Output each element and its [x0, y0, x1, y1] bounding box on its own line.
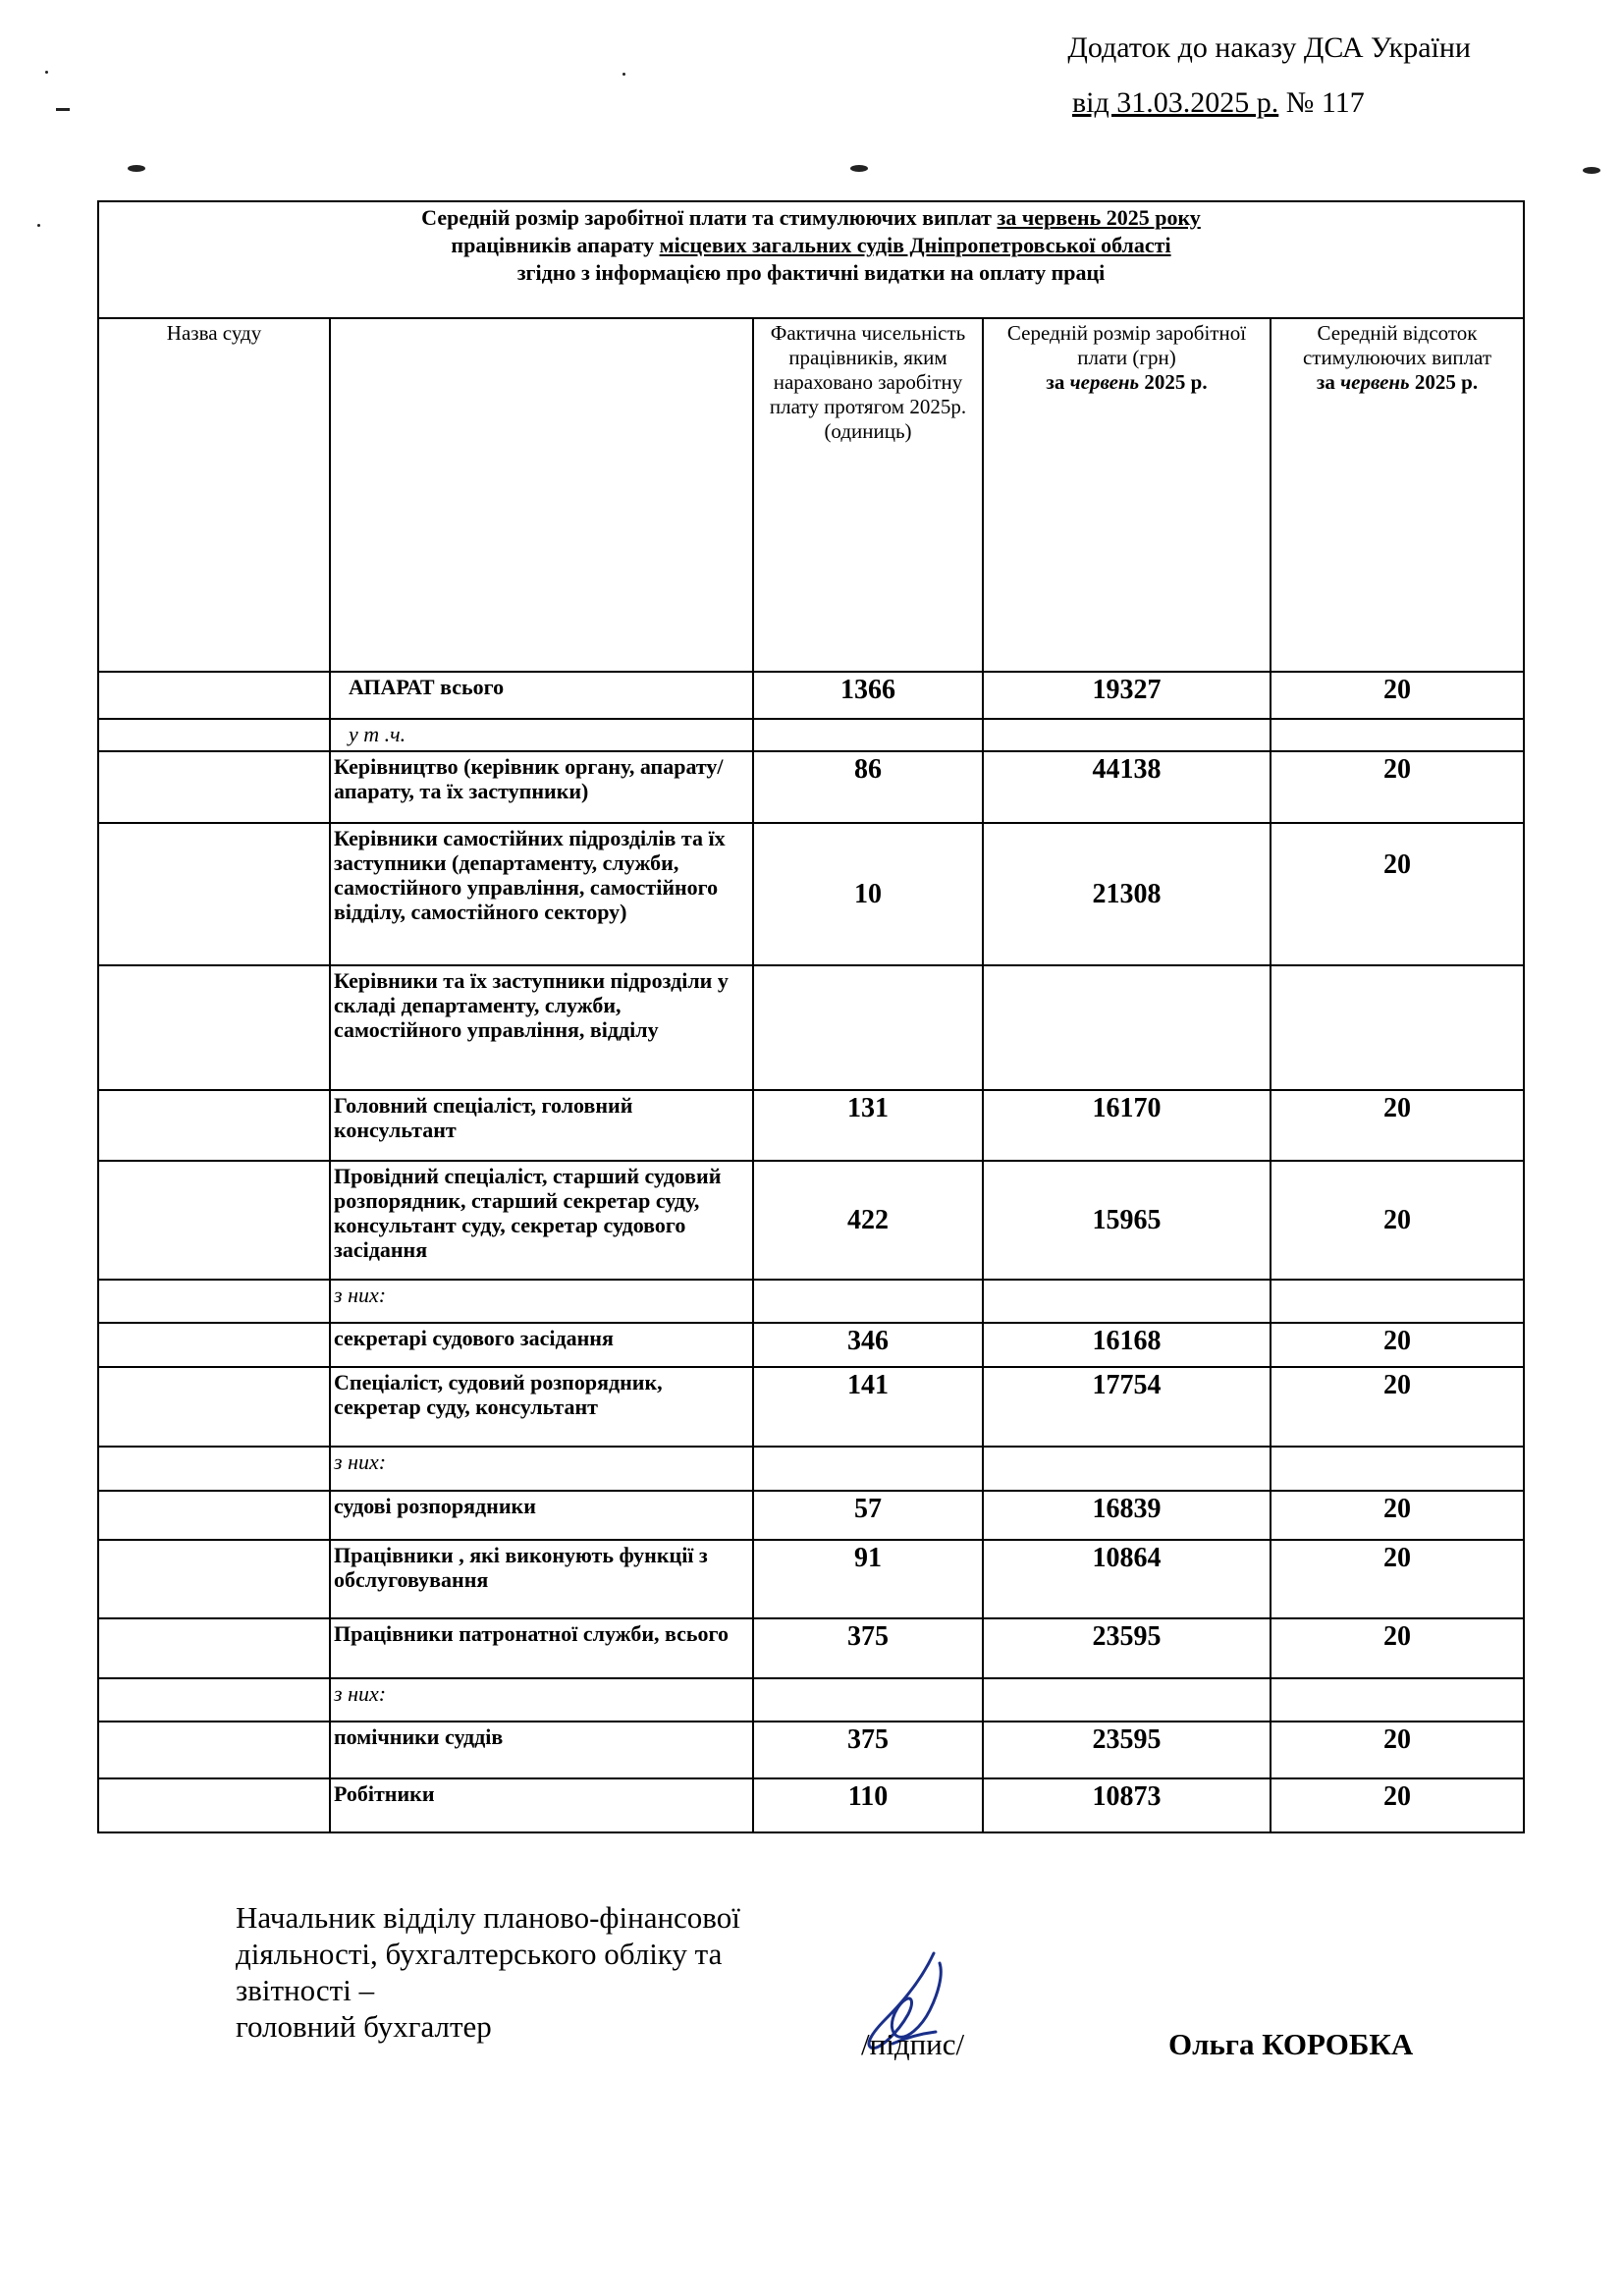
bonus-cell: 20: [1271, 1722, 1524, 1778]
table-row: [98, 965, 1524, 1090]
table-row: [98, 751, 1524, 823]
bonus-cell: 20: [1271, 1323, 1524, 1367]
row-label: з них:: [330, 1280, 753, 1323]
scan-speck: [128, 165, 145, 172]
court-cell: [98, 1778, 330, 1832]
table-row: [98, 719, 1524, 751]
col-header-bonus: Середній відсоток стимулюючих виплат за червень 2025 р.: [1271, 318, 1524, 672]
count-cell: [753, 1678, 983, 1722]
table-row: [98, 823, 1524, 965]
scan-speck: [1583, 167, 1600, 174]
bonus-cell: [1271, 719, 1524, 751]
bonus-cell: 20: [1271, 1367, 1524, 1447]
court-cell: [98, 1491, 330, 1540]
row-label: судові розпорядники: [330, 1491, 753, 1540]
bonus-cell: 20: [1271, 1618, 1524, 1678]
row-label: Керівники самостійних підрозділів та їх заступники (департаменту, служби, самостійного управління, самостійного відділу, самостійного сектору): [330, 823, 753, 965]
bonus-cell: 20: [1271, 823, 1524, 965]
salary-cell: 23595: [983, 1722, 1271, 1778]
table-row: [98, 1447, 1524, 1491]
count-cell: 10: [753, 823, 983, 965]
row-label: Провідний спеціаліст, старший судовий розпорядник, старший секретар суду, консультант суду, секретар судового засідання: [330, 1161, 753, 1280]
row-label: Керівники та їх заступники підрозділи у складі департаменту, служби, самостійного управління, відділу: [330, 965, 753, 1090]
scan-speck: [37, 224, 40, 227]
row-label: Робітники: [330, 1778, 753, 1832]
count-cell: [753, 719, 983, 751]
signer-name: Ольга КОРОБКА: [1168, 2027, 1414, 2061]
col-header-category: [330, 318, 753, 672]
row-label: Працівники , які виконують функції з обслуговування: [330, 1540, 753, 1618]
table-row: [98, 1722, 1524, 1778]
order-date: від 31.03.2025 р.: [1072, 86, 1279, 119]
salary-cell: 16170: [983, 1090, 1271, 1161]
row-label: секретарі судового засідання: [330, 1323, 753, 1367]
court-cell: [98, 1540, 330, 1618]
order-reference: [1072, 86, 1365, 120]
salary-cell: 44138: [983, 751, 1271, 823]
table-row: [98, 1090, 1524, 1161]
count-cell: 422: [753, 1161, 983, 1280]
salary-cell: 21308: [983, 823, 1271, 965]
col-header-salary: Середній розмір заробітної плати (грн) за червень 2025 р.: [983, 318, 1271, 672]
court-cell: [98, 672, 330, 719]
bonus-cell: [1271, 1678, 1524, 1722]
bonus-cell: 20: [1271, 1491, 1524, 1540]
count-cell: 141: [753, 1367, 983, 1447]
count-cell: [753, 1447, 983, 1491]
salary-cell: 16839: [983, 1491, 1271, 1540]
row-label: помічники суддів: [330, 1722, 753, 1778]
bonus-cell: 20: [1271, 1161, 1524, 1280]
bonus-cell: 20: [1271, 1540, 1524, 1618]
count-cell: 346: [753, 1323, 983, 1367]
scan-speck: [622, 73, 625, 76]
bonus-cell: [1271, 1280, 1524, 1323]
salary-cell: 10873: [983, 1778, 1271, 1832]
count-cell: 131: [753, 1090, 983, 1161]
court-cell: [98, 751, 330, 823]
bonus-cell: 20: [1271, 751, 1524, 823]
salary-cell: 17754: [983, 1367, 1271, 1447]
row-label: Головний спеціаліст, головний консультант: [330, 1090, 753, 1161]
count-cell: 1366: [753, 672, 983, 719]
court-cell: [98, 1678, 330, 1722]
scan-speck: [850, 165, 868, 172]
scan-speck: [56, 108, 70, 111]
column-header-row: [98, 318, 1524, 672]
table-row: [98, 1778, 1524, 1832]
table-row: [98, 1367, 1524, 1447]
row-label: з них:: [330, 1447, 753, 1491]
row-label: Спеціаліст, судовий розпорядник, секретар суду, консультант: [330, 1367, 753, 1447]
row-label: у т .ч.: [330, 719, 753, 751]
salary-cell: 15965: [983, 1161, 1271, 1280]
count-cell: 110: [753, 1778, 983, 1832]
salary-cell: 10864: [983, 1540, 1271, 1618]
count-cell: 57: [753, 1491, 983, 1540]
row-label: АПАРАТ всього: [330, 672, 753, 719]
court-cell: [98, 1323, 330, 1367]
signature-label: /підпис/: [861, 2027, 965, 2061]
col-header-count: Фактична чисельність працівників, яким нараховано заробітну плату протягом 2025р.(одиниць): [753, 318, 983, 672]
table-row: [98, 1618, 1524, 1678]
salary-cell: [983, 965, 1271, 1090]
court-cell: [98, 1618, 330, 1678]
court-cell: [98, 1722, 330, 1778]
table-row: [98, 1280, 1524, 1323]
bonus-cell: [1271, 965, 1524, 1090]
table-row: [98, 1161, 1524, 1280]
court-cell: [98, 719, 330, 751]
row-label: Працівники патронатної служби, всього: [330, 1618, 753, 1678]
count-cell: 375: [753, 1722, 983, 1778]
row-label: Керівництво (керівник органу, апарату/апарату, та їх заступники): [330, 751, 753, 823]
count-cell: 375: [753, 1618, 983, 1678]
salary-cell: [983, 1447, 1271, 1491]
salary-cell: [983, 1280, 1271, 1323]
appendix-title: Додаток до наказу ДСА України: [1067, 31, 1471, 64]
court-cell: [98, 1280, 330, 1323]
table-row: [98, 672, 1524, 719]
salary-cell: 19327: [983, 672, 1271, 719]
row-label: з них:: [330, 1678, 753, 1722]
bonus-cell: [1271, 1447, 1524, 1491]
salary-cell: [983, 719, 1271, 751]
count-cell: [753, 965, 983, 1090]
table-title-row: [98, 201, 1524, 318]
bonus-cell: 20: [1271, 672, 1524, 719]
salary-report-table: [97, 200, 1525, 1833]
salary-cell: 16168: [983, 1323, 1271, 1367]
court-cell: [98, 1161, 330, 1280]
table-row: [98, 1323, 1524, 1367]
bonus-cell: 20: [1271, 1778, 1524, 1832]
table-row: [98, 1491, 1524, 1540]
table-title: Середній розмір заробітної плати та стимулюючих виплат за червень 2025 року працівників апарату місцевих загальних судів Дніпропетровської області згідно з інформацією про фактичні видатки на оплату праці: [98, 201, 1524, 318]
court-cell: [98, 823, 330, 965]
salary-cell: [983, 1678, 1271, 1722]
court-cell: [98, 1090, 330, 1161]
salary-cell: 23595: [983, 1618, 1271, 1678]
signer-position: Начальник відділу планово-фінансової діяльності, бухгалтерського обліку та звітності – головний бухгалтер: [236, 1900, 740, 2044]
order-number: № 117: [1285, 86, 1365, 119]
bonus-cell: 20: [1271, 1090, 1524, 1161]
count-cell: [753, 1280, 983, 1323]
court-cell: [98, 1447, 330, 1491]
court-cell: [98, 1367, 330, 1447]
count-cell: 86: [753, 751, 983, 823]
table-row: [98, 1540, 1524, 1618]
col-header-court: Назва суду: [98, 318, 330, 672]
table-row: [98, 1678, 1524, 1722]
count-cell: 91: [753, 1540, 983, 1618]
scan-speck: [45, 71, 48, 74]
court-cell: [98, 965, 330, 1090]
